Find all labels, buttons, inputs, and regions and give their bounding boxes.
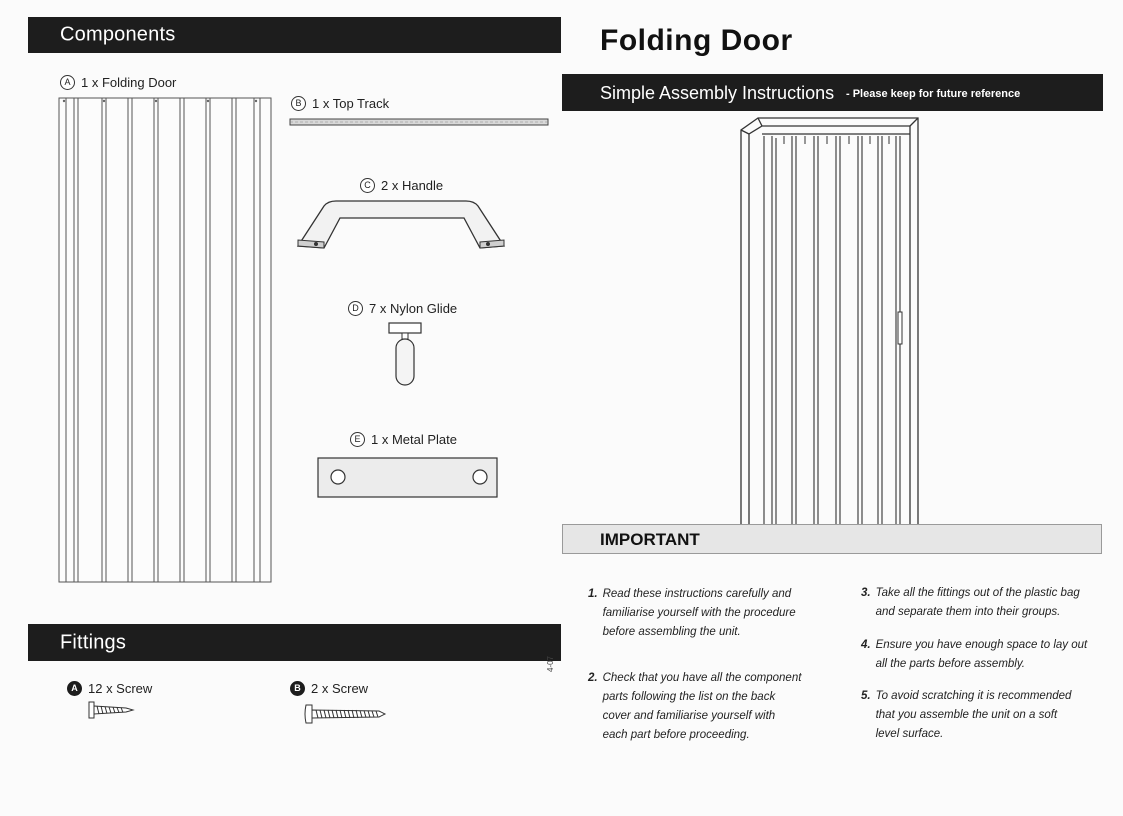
instruction-2-number: 2. [588,672,598,684]
components-header [28,17,561,53]
component-b-text: 1 x Top Track [312,96,390,111]
instruction-3-line-1: Take all the fittings out of the plastic bag [875,587,1080,599]
instruction-1 [588,585,796,642]
component-c-label [360,178,443,193]
instruction-2-line-3: cover and familiarise yourself with [602,710,776,722]
long-screw-icon [303,703,387,725]
instruction-3 [861,584,1080,622]
fitting-a-text: 12 x Screw [88,681,153,696]
instruction-3-number: 3. [861,587,871,599]
instruction-4-line-1: Ensure you have enough space to lay out [875,639,1088,651]
component-e-label [350,432,457,447]
circle-letter-d: D [348,301,363,316]
page-code: 4-07 [546,655,555,672]
component-a-label [60,75,176,90]
component-d-text: 7 x Nylon Glide [369,301,458,316]
components-header-text: Components [60,23,176,46]
subtitle-main: Simple Assembly Instructions [600,83,835,103]
instruction-5-number: 5. [861,690,871,702]
important-header: IMPORTANT [600,530,700,549]
instruction-2-line-1: Check that you have all the component [602,672,802,684]
circle-letter-a: A [60,75,75,90]
component-d-label [348,301,457,316]
instruction-5-line-2: that you assemble the unit on a soft [875,709,1058,721]
component-c-text: 2 x Handle [381,178,444,193]
circle-letter-e: E [350,432,365,447]
page-title: Folding Door [600,24,793,57]
fittings-header-text: Fittings [60,631,127,653]
filled-circle-letter-a: A [67,681,82,696]
instruction-3-line-2: and separate them into their groups. [875,606,1061,618]
instruction-5-line-3: level surface. [875,728,944,740]
instruction-1-line-1: Read these instructions carefully and [602,588,792,600]
component-a-text: 1 x Folding Door [81,75,177,90]
instruction-1-line-2: familiarise yourself with the procedure [602,607,796,619]
nylon-glide-illustration [386,320,426,388]
component-e-text: 1 x Metal Plate [371,432,457,447]
assembled-door-illustration [738,114,924,534]
metal-plate-illustration [316,456,500,500]
fitting-b-text: 2 x Screw [311,681,369,696]
instruction-1-line-3: before assembling the unit. [602,626,741,638]
subtitle-note: - Please keep for future reference [846,88,1021,100]
instruction-4 [861,636,1087,674]
fitting-b-label [290,681,368,696]
instruction-2 [588,669,801,745]
instruction-5 [861,687,1071,744]
fittings-header [28,624,561,661]
instruction-5-line-1: To avoid scratching it is recommended [875,690,1072,702]
folding-door-panel-illustration [56,94,276,584]
instruction-2-line-4: each part before proceeding. [602,729,750,741]
component-b-label [291,96,389,111]
handle-illustration [294,196,510,256]
circle-letter-c: C [360,178,375,193]
instruction-4-line-2: all the parts before assembly. [875,658,1025,670]
short-screw-icon [86,700,136,720]
instruction-4-number: 4. [861,639,871,651]
instruction-2-line-2: parts following the list on the back [602,691,776,703]
circle-letter-b: B [291,96,306,111]
fitting-a-label [67,681,152,696]
subtitle-bar [562,74,1103,111]
top-track-illustration [289,117,551,129]
filled-circle-letter-b: B [290,681,305,696]
important-bar [562,524,1102,554]
instruction-1-number: 1. [588,588,598,600]
